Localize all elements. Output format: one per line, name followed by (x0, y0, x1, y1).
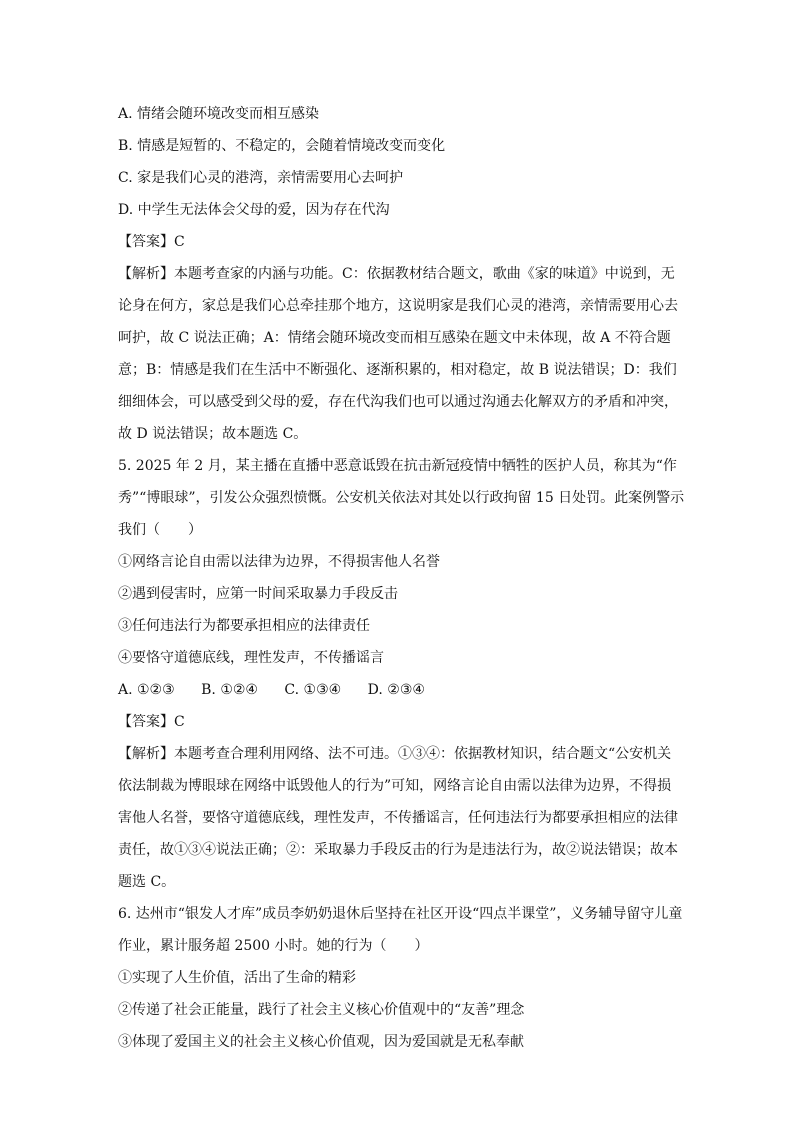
q4-analysis-line: 呵护，故 C 说法正确；A：情绪会随环境改变而相互感染在题文中未体现，故 A 不符合题 (118, 330, 671, 346)
q6-item-2: ②传递了社会正能量，践行了社会主义核心价值观中的“友善”理念 (118, 1002, 525, 1018)
q6-stem-line: 6. 达州市“银发人才库”成员李奶奶退休后坚持在社区开设“四点半课堂”，义务辅导留守儿童 (118, 906, 683, 922)
q5-analysis-line: 题选 C。 (118, 874, 176, 890)
q6-stem (118, 900, 688, 960)
q5-stem-line: 5. 2025 年 2 月，某主播在直播中恶意诋毁在抗击新冠疫情中牺牲的医护人员，称其为“作 (118, 458, 677, 474)
q5-analysis-line: 【解析】本题考查合理利用网络、法不可违。①③④：依据教材知识，结合题文“公安机关 (118, 746, 672, 762)
q5-analysis-line: 害他人名誉，要恪守道德底线，理性发声，不传播谣言，任何违法行为都要承担相应的法律 (118, 810, 678, 826)
q5-item-1: ①网络言论自由需以法律为边界，不得损害他人名誉 (118, 554, 440, 570)
q4-analysis (118, 260, 688, 448)
q5-choice-c: C. ①③④ (284, 682, 342, 698)
q6-item-3: ③体现了爱国主义的社会主义核心价值观，因为爱国就是无私奉献 (118, 1034, 524, 1050)
q5-stem (118, 452, 688, 544)
q5-answer: 【答案】C (118, 714, 185, 730)
q4-options (118, 100, 688, 224)
q5-choices (118, 676, 688, 704)
q4-analysis-line: 细细体会，可以感受到父母的爱，存在代沟我们也可以通过沟通去化解双方的矛盾和冲突， (118, 394, 678, 410)
document-page (118, 100, 688, 1056)
q5-items (118, 548, 688, 672)
q5-analysis (118, 740, 688, 896)
q5-choice-d: D. ②③④ (367, 682, 425, 698)
q6-item-1: ①实现了人生价值，活出了生命的精彩 (118, 970, 356, 986)
q5-analysis-line: 责任，故①③④说法正确；②：采取暴力手段反击的行为是违法行为，故②说法错误；故本 (118, 842, 678, 858)
q4-answer: 【答案】C (118, 234, 185, 250)
q5-item-2: ②遇到侵害时，应第一时间采取暴力手段反击 (118, 586, 398, 602)
q5-item-4: ④要恪守道德底线，理性发声，不传播谣言 (118, 650, 384, 666)
q4-analysis-line: 论身在何方，家总是我们心总牵挂那个地方，这说明家是我们心灵的港湾，亲情需要用心去 (118, 298, 678, 314)
q4-option-c: C. 家是我们心灵的港湾，亲情需要用心去呵护 (118, 170, 404, 186)
q5-choice-b: B. ①②④ (201, 682, 258, 698)
q6-items (118, 964, 688, 1056)
q4-option-b: B. 情感是短暂的、不稳定的，会随着情境改变而变化 (118, 138, 446, 154)
q5-stem-line: 秀”“博眼球”，引发公众强烈愤慨。公安机关依法对其处以行政拘留 15 日处罚。此案例警示 (118, 490, 685, 506)
q4-analysis-line: 【解析】本题考查家的内涵与功能。C：依据教材结合题文，歌曲《家的味道》中说到，无 (118, 266, 675, 282)
q6-stem-line: 作业，累计服务超 2500 小时。她的行为（ ） (118, 938, 429, 954)
q5-analysis-line: 依法制裁为博眼球在网络中诋毁他人的行为”可知，网络言论自由需以法律为边界，不得损 (118, 778, 672, 794)
q4-option-d: D. 中学生无法体会父母的爱，因为存在代沟 (118, 202, 390, 218)
q5-stem-line: 我们（ ） (118, 522, 202, 538)
q4-analysis-line: 故 D 说法错误；故本题选 C。 (118, 426, 308, 442)
q4-analysis-line: 意；B：情感是我们在生活中不断强化、逐渐积累的，相对稳定，故 B 说法错误；D：我们 (118, 362, 677, 378)
q5-choice-a: A. ①②③ (118, 682, 175, 698)
q5-item-3: ③任何违法行为都要承担相应的法律责任 (118, 618, 370, 634)
q4-option-a: A. 情绪会随环境改变而相互感染 (118, 106, 320, 122)
